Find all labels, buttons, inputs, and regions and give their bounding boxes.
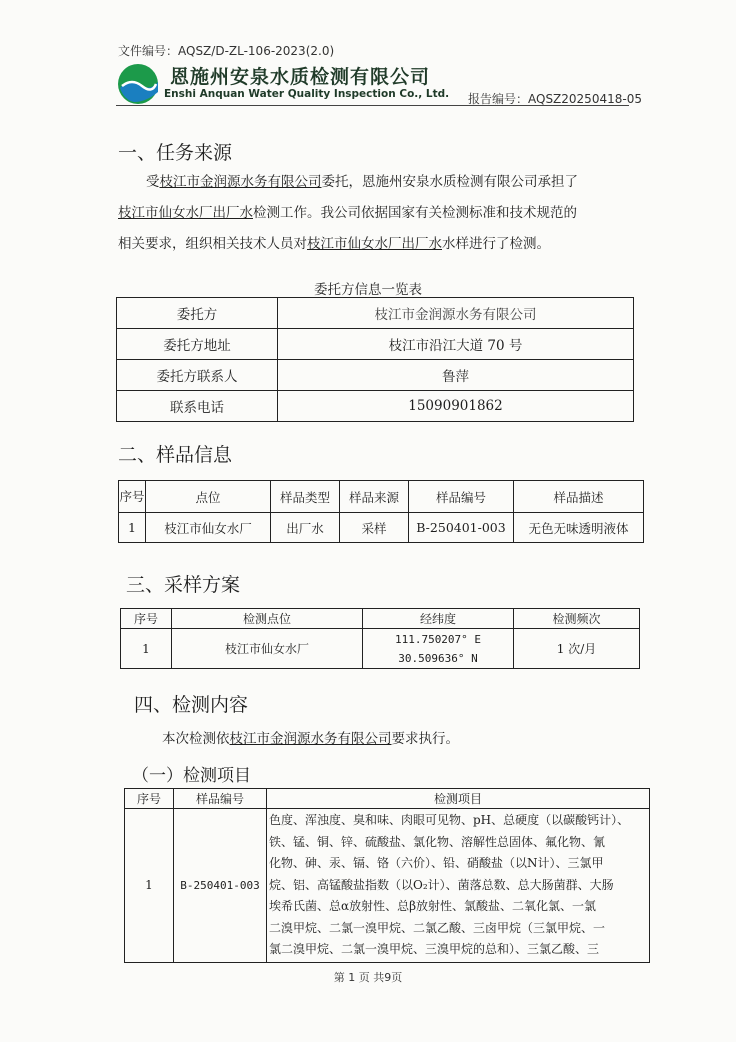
company-name-en: Enshi Anquan Water Quality Inspection Co., Ltd. — [164, 88, 450, 100]
sampling-plan-table — [120, 608, 640, 669]
client-name: 枝江市金润源水务有限公司 — [159, 174, 322, 190]
table-header: 序号 检测点位 经纬度 检测频次 — [121, 609, 640, 629]
table-row: 联系电话 15090901862 — [117, 391, 634, 422]
company-name-cn: 恩施州安泉水质检测有限公司 — [170, 66, 431, 88]
site-name: 枝江市仙女水厂出厂水 — [118, 205, 253, 221]
section4-paragraph: 本次检测依枝江市金润源水务有限公司要求执行。 — [162, 731, 459, 747]
page-number: 第 1 页 共9页 — [333, 971, 403, 984]
document-code: 文件编号：AQSZ/D-ZL-106-2023(2.0) — [118, 44, 335, 58]
section4-title: 四、检测内容 — [134, 694, 249, 716]
table-row: 1 枝江市仙女水厂 111.750207° E 30.509636° N 1 次/月 — [121, 629, 640, 669]
table-row: 1 枝江市仙女水厂 出厂水 采样 B-250401-003 无色无味透明液体 — [119, 513, 644, 543]
detection-items-subtitle: （一）检测项目 — [132, 766, 251, 786]
longitude: 111.750207° E — [394, 632, 482, 646]
client-info-table — [116, 297, 634, 422]
table-row: 委托方地址 枝江市沿江大道 70 号 — [117, 329, 634, 360]
header-divider — [116, 105, 629, 106]
table-header: 序号 点位 样品类型 样品来源 样品编号 样品描述 — [119, 481, 644, 513]
section3-title: 三、采样方案 — [126, 574, 241, 596]
section1-title: 一、任务来源 — [118, 142, 233, 164]
section1-paragraph: 受枝江市金润源水务有限公司委托，恩施州安泉水质检测有限公司承担了 枝江市仙女水厂出厂水检测工作。我公司依据国家有关检测标准和技术规范的 相关要求，组织相关技术人员对枝江市仙女水厂出厂水水样进行了检测。 — [118, 174, 578, 252]
company-logo-icon — [116, 62, 160, 106]
detection-items-table — [124, 788, 650, 963]
latitude: 30.509636° N — [398, 651, 478, 665]
detection-items-list: 色度、浑浊度、臭和味、肉眼可见物、pH、总硬度（以碳酸钙计）、 铁、锰、铜、锌、硫酸盐、氯化物、溶解性总固体、氟化物、氰 化物、砷、汞、镉、铬（六价）、铅、硝酸盐（以N计）、三氯甲 烷、铝、高锰酸盐指数（以O₂计）、菌落总数、总大肠菌群、大肠 埃希氏菌、总α放射性、总β放射性、氯酸盐、二氧化氯、一氯 二溴甲烷、二氯一溴甲烷、二氯乙酸、三卤甲烷（三氯甲烷、一 氯二溴甲烷、二氯一溴甲烷、三溴甲烷的总和）、三氯乙酸、三 — [267, 809, 650, 963]
table-row: 委托方联系人 鲁萍 — [117, 360, 634, 391]
table-header: 序号 样品编号 检测项目 — [125, 789, 650, 809]
sample-info-table — [118, 480, 644, 543]
client-table-title: 委托方信息一览表 — [314, 282, 422, 298]
report-number: 报告编号：AQSZ20250418-05 — [468, 92, 642, 106]
table-row: 1 B-250401-003 色度、浑浊度、臭和味、肉眼可见物、pH、总硬度（以碳酸钙计）、 铁、锰、铜、锌、硫酸盐、氯化物、溶解性总固体、氟化物、氰 化物、砷、汞、镉、铬（六价）、铅、硝酸盐（以N计）、三氯甲 烷、铝、高锰酸盐指数（以O₂计）、菌落总数、总大肠菌群、大肠 埃希氏菌、总α放射性、总β放射性、氯酸盐、二氧化氯、一氯 二溴甲烷、二氯一溴甲烷、二氯乙酸、三卤甲烷（三氯甲烷、一 氯二溴甲烷、二氯一溴甲烷、三溴甲烷的总和）、三氯乙酸、三 — [125, 809, 650, 963]
section2-title: 二、样品信息 — [118, 444, 233, 466]
table-row: 委托方 枝江市金润源水务有限公司 — [117, 298, 634, 329]
